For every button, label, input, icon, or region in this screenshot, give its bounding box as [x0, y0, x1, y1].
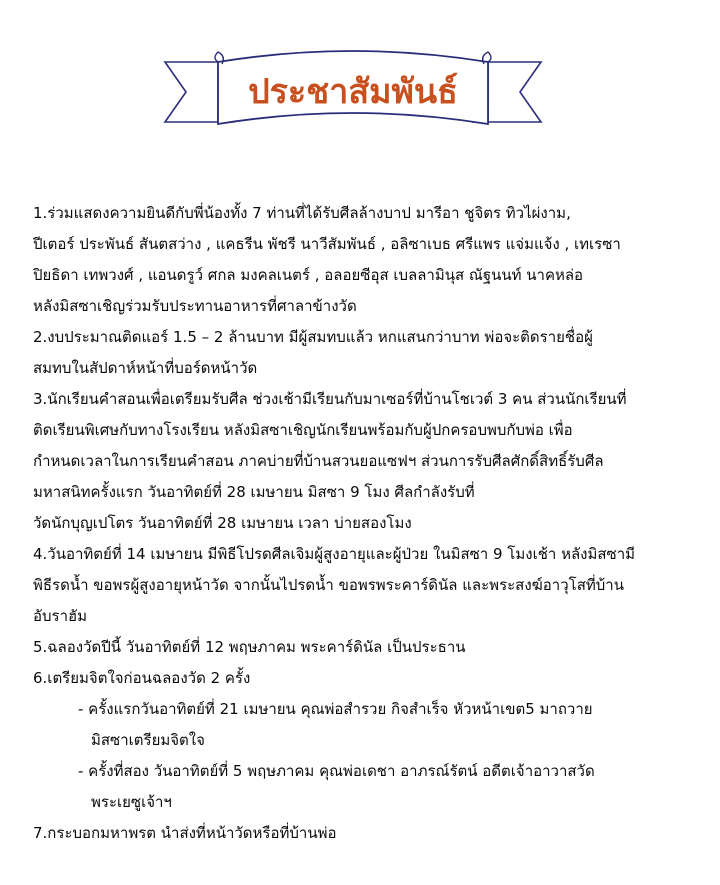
announcement-line: พิธีรดน้ำ ขอพรผู้สูงอายุหน้าวัด จากนั้นไปรดน้ำ ขอพรพระคาร์ดินัล และพระสงฆ์อาวุโสที่บ้าน: [33, 576, 624, 594]
announcement-line: 2.งบประมาณติดแอร์ 1.5 – 2 ล้านบาท มีผู้สมทบแล้ว หกแสนกว่าบาท พ่อจะติดรายชื่อผู้: [33, 328, 593, 346]
announcement-line: กำหนดเวลาในการเรียนคำสอน ภาคบ่ายที่บ้านสวนยอแซฟฯ ส่วนการรับศีลศักดิ์สิทธิ์รับศีล: [33, 452, 604, 470]
announcement-line: 6.เตรียมจิตใจก่อนฉลองวัด 2 ครั้ง: [33, 669, 251, 687]
announcement-line: อับราฮัม: [33, 607, 88, 625]
announcement-line: ปิยธิดา เทพวงศ์ , แอนดรูว์ ศกล มงคลเนตร์ , อลอยซีอุส เบลลามินุส ณัฐนนท์ นาคหล่อ: [33, 266, 584, 284]
page-title: ประชาสัมพันธ์: [248, 72, 458, 112]
announcement-line: 4.วันอาทิตย์ที่ 14 เมษายน มีพิธีโปรดศีลเจิมผู้สูงอายุและผู้ป่วย ในมิสซา 9 โมงเช้า หลังมิสซามี: [33, 545, 636, 563]
announcement-line: 3.นักเรียนคำสอนเพื่อเตรียมรับศีล ช่วงเช้ามีเรียนกับมาเซอร์ที่บ้านโชเวต์ 3 คน ส่วนนักเรียนที่: [33, 390, 627, 408]
announcement-subitem-cont: มิสซาเตรียมจิตใจ: [91, 731, 205, 749]
announcement-line: มหาสนิทครั้งแรก วันอาทิตย์ที่ 28 เมษายน มิสซา 9 โมง ศีลกำลังรับที่: [33, 483, 475, 501]
announcement-line: ปีเตอร์ ประพันธ์ สันตสว่าง , แคธรีน พัชรี นาวีสัมพันธ์ , อลิซาเบธ ศรีแพร แจ่มแจ้ง , เทเรซา: [33, 235, 621, 253]
announcement-line: หลังมิสซาเชิญร่วมรับประทานอาหารที่ศาลาข้างวัด: [33, 297, 357, 315]
announcement-subitem: - ครั้งที่สอง วันอาทิตย์ที่ 5 พฤษภาคม คุณพ่อเดชา อาภรณ์รัตน์ อดีตเจ้าอาวาสวัด: [78, 762, 595, 780]
announcement-line: สมทบในสัปดาห์หน้าที่บอร์ดหน้าวัด: [33, 359, 258, 377]
announcement-line: วัดนักบุญเปโตร วันอาทิตย์ที่ 28 เมษายน เวลา บ่ายสองโมง: [33, 514, 412, 532]
announcement-subitem-cont: พระเยซูเจ้าฯ: [91, 793, 172, 811]
announcement-list: [33, 198, 705, 849]
announcement-line: 1.ร่วมแสดงความยินดีกับพี่น้องทั้ง 7 ท่านที่ได้รับศีลล้างบาป มารีอา ชูจิตร ทิวไผ่งาม,: [33, 204, 571, 222]
announcement-line: 7.กระบอกมหาพรต นำส่งที่หน้าวัดหรือที่บ้านพ่อ: [33, 824, 337, 842]
announcement-line: 5.ฉลองวัดปีนี้ วันอาทิตย์ที่ 12 พฤษภาคม พระคาร์ดินัล เป็นประธาน: [33, 638, 466, 656]
announcement-line: ติดเรียนพิเศษกับทางโรงเรียน หลังมิสซาเชิญนักเรียนพร้อมกับผู้ปกครอบพบกับพ่อ เพื่อ: [33, 421, 573, 439]
announcement-subitem: - ครั้งแรกวันอาทิตย์ที่ 21 เมษายน คุณพ่อสำรวย กิจสำเร็จ หัวหน้าเขต5 มาถวาย: [78, 700, 593, 718]
